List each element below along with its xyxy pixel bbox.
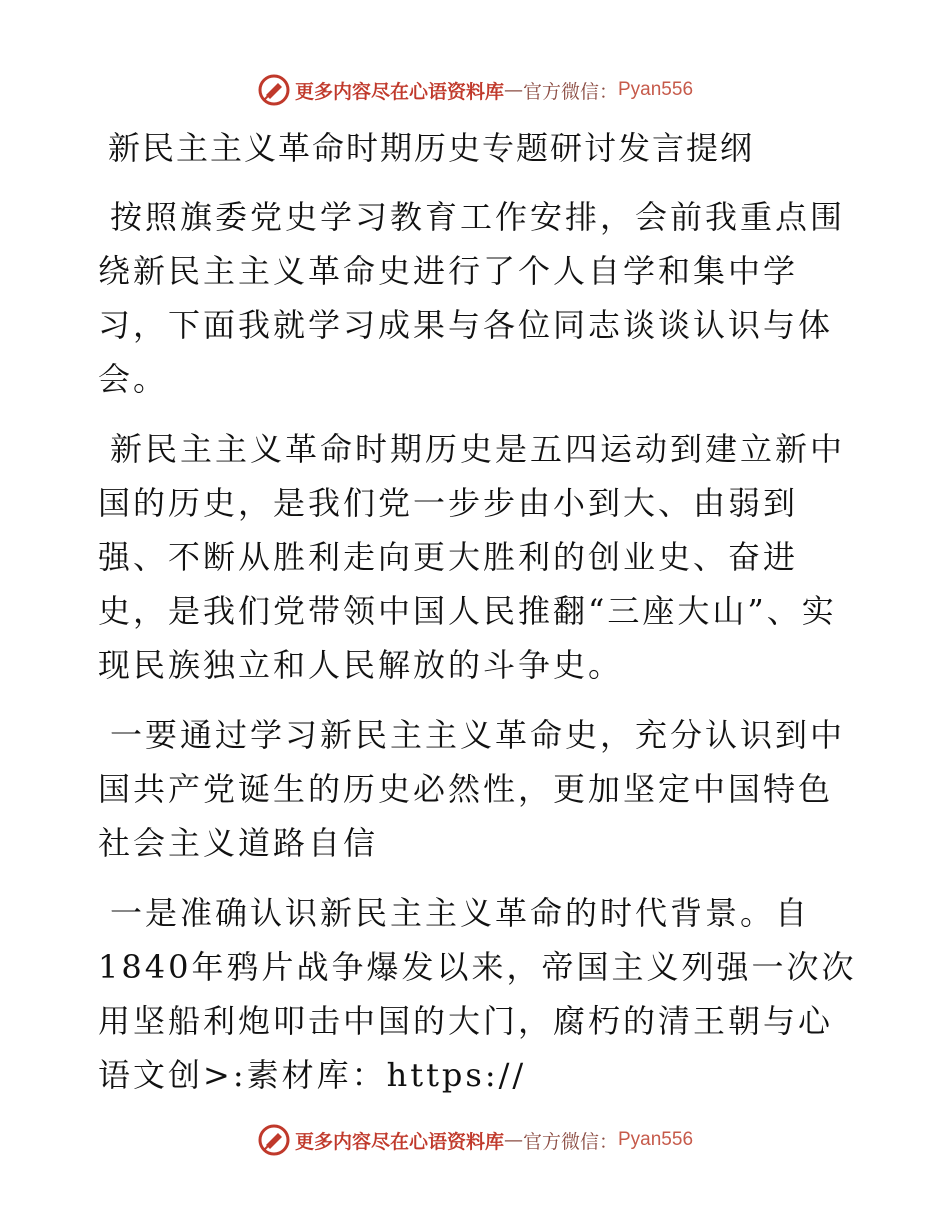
document-body <box>98 122 858 1102</box>
header-watermark-banner <box>0 70 950 110</box>
banner-dash: — <box>503 1129 523 1151</box>
banner-main-text: 更多内容尽在心语资料库 <box>294 1130 504 1153</box>
paragraph-3: 一要通过学习新民主主义革命史，充分认识到中国共产党诞生的历史必然性，更加坚定中国特色社会主义道路自信 <box>98 716 846 862</box>
paragraph-4: 一是准确认识新民主主义革命的时代背景。自1840年鸦片战争爆发以来，帝国主义列强一次次用坚船利炮叩击中国的大门，腐朽的清王朝与心语文创>:素材库：https:// <box>98 894 857 1094</box>
banner-main-text: 更多内容尽在心语资料库 <box>294 80 504 103</box>
banner-dash: — <box>503 79 523 101</box>
banner-wechat-id: Pyan556 <box>618 1129 694 1150</box>
paragraph-2: 新民主主义革命时期历史是五四运动到建立新中国的历史，是我们党一步步由小到大、由弱到强、不断从胜利走向更大胜利的创业史、奋进史，是我们党带领中国人民推翻“三座大山”、实现民族独立和人民解放的斗争史。 <box>98 430 846 684</box>
banner-wechat-id: Pyan556 <box>618 79 694 100</box>
banner-sub-text: 官方微信： <box>522 1130 618 1153</box>
footer-watermark-banner <box>0 1120 950 1160</box>
brand-logo-icon <box>257 1123 291 1157</box>
banner-sub-text: 官方微信： <box>522 80 618 103</box>
paragraph-1: 按照旗委党史学习教育工作安排，会前我重点围绕新民主主义革命史进行了个人自学和集中学习，下面我就学习成果与各位同志谈谈认识与体会。 <box>98 198 846 398</box>
document-title: 新民主主义革命时期历史专题研讨发言提纲 <box>108 129 755 167</box>
brand-logo-icon <box>257 73 291 107</box>
